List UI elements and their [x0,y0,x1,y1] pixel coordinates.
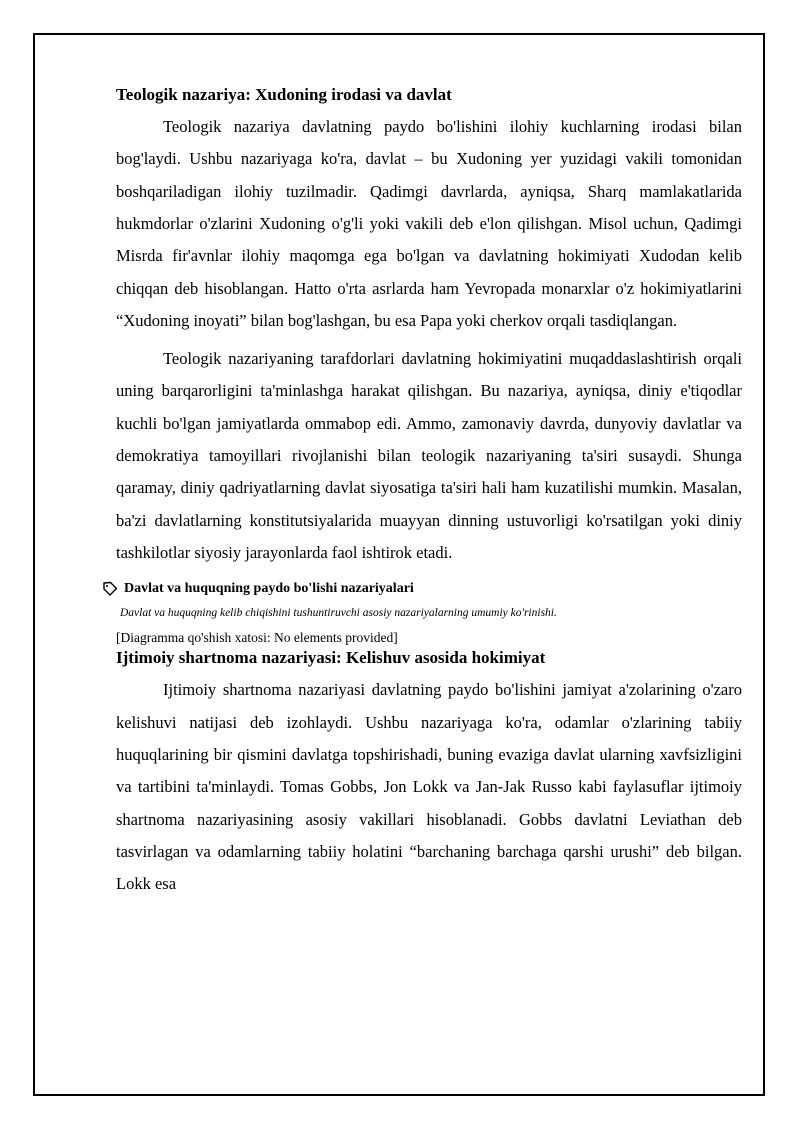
paragraph-ijtimoiy-shartnoma-1: Ijtimoiy shartnoma nazariyasi davlatning paydo bo'lishini jamiyat a'zolarining o'zaro kelishuvi natijasi deb izohlaydi. Ushbu nazariyaga ko'ra, odamlar o'zlarining tabiiy huquqlarining bir qismini davlatga topshirishadi, buning evaziga davlat ularning xavfsizligini va tartibini ta'minlaydi. Tomas Gobbs, Jon Lokk va Jan-Jak Russo kabi faylasuflar ijtimoiy shartnoma nazariyasining asosiy vakillari hisoblanadi. Gobbs davlatni Leviathan deb tasvirlagan va odamlarning tabiiy holatini “barchaning barchaga qarshi urushi” deb bilgan. Lokk esa [116,680,742,894]
paragraph-teologik-2: Teologik nazariyaning tarafdorlari davlatning hokimiyatini muqaddaslashtirish orqali uning barqarorligini ta'minlashga harakat qilishgan. Bu nazariya, ayniqsa, diniy e'tiqodlar kuchli bo'lgan jamiyatlarda ommabop edi. Ammo, zamonaviy davrda, dunyoviy davlatlar va demokratiya tamoyillari rivojlanishi bilan teologik nazariyaning ta'siri susaydi. Shunga qaramay, diniy qadriyatlarning davlat siyosatiga ta'siri hali ham kuzatilishi mumkin. Masalan, ba'zi davlatlarning konstitutsiyalarida muayyan dinning ustuvorligi ko'rsatilgan yoki diniy tashkilotlar siyosiy jarayonlarda faol ishtirok etadi. [116,349,742,562]
diagram-title-row [102,579,742,599]
section-heading-teologik: Teologik nazariya: Xudoning irodasi va davlat [116,85,452,104]
diagram-error-message: [Diagramma qo'shish xatosi: No elements provided] [116,630,398,646]
document-body [116,84,742,900]
diagram-title: Davlat va huquqning paydo bo'lishi nazariyalari [124,581,414,597]
diagram-subtitle: Davlat va huquqning kelib chiqishini tushuntiruvchi asosiy nazariyalarning umumiy ko'rinishi. [120,607,557,620]
diagram-placeholder [116,579,742,647]
paragraph-teologik-1: Teologik nazariya davlatning paydo bo'lishini ilohiy kuchlarning irodasi bilan bog'laydi. Ushbu nazariyaga ko'ra, davlat – bu Xudoning yer yuzidagi vakili tomonidan boshqariladigan ilohiy tuzilmadir. Qadimgi davrlarda, ayniqsa, Sharq mamlakatlarida hukmdorlar o'zlarini Xudoning o'g'li yoki vakili deb e'lon qilishgan. Misol uchun, Qadimgi Misrda fir'avnlar ilohiy maqomga ega bo'lgan va davlatning hokimiyati Xudodan kelib chiqqan deb hisoblangan. Hatto o'rta asrlarda ham Yevropada monarxlar o'z hokimiyatlarini “Xudoning inoyati” bilan bog'lashgan, bu esa Papa yoki cherkov orqali tasdiqlangan. [116,117,742,330]
section-heading-ijtimoiy-shartnoma: Ijtimoiy shartnoma nazariyasi: Kelishuv asosida hokimiyat [116,648,546,668]
tag-icon [102,581,118,597]
